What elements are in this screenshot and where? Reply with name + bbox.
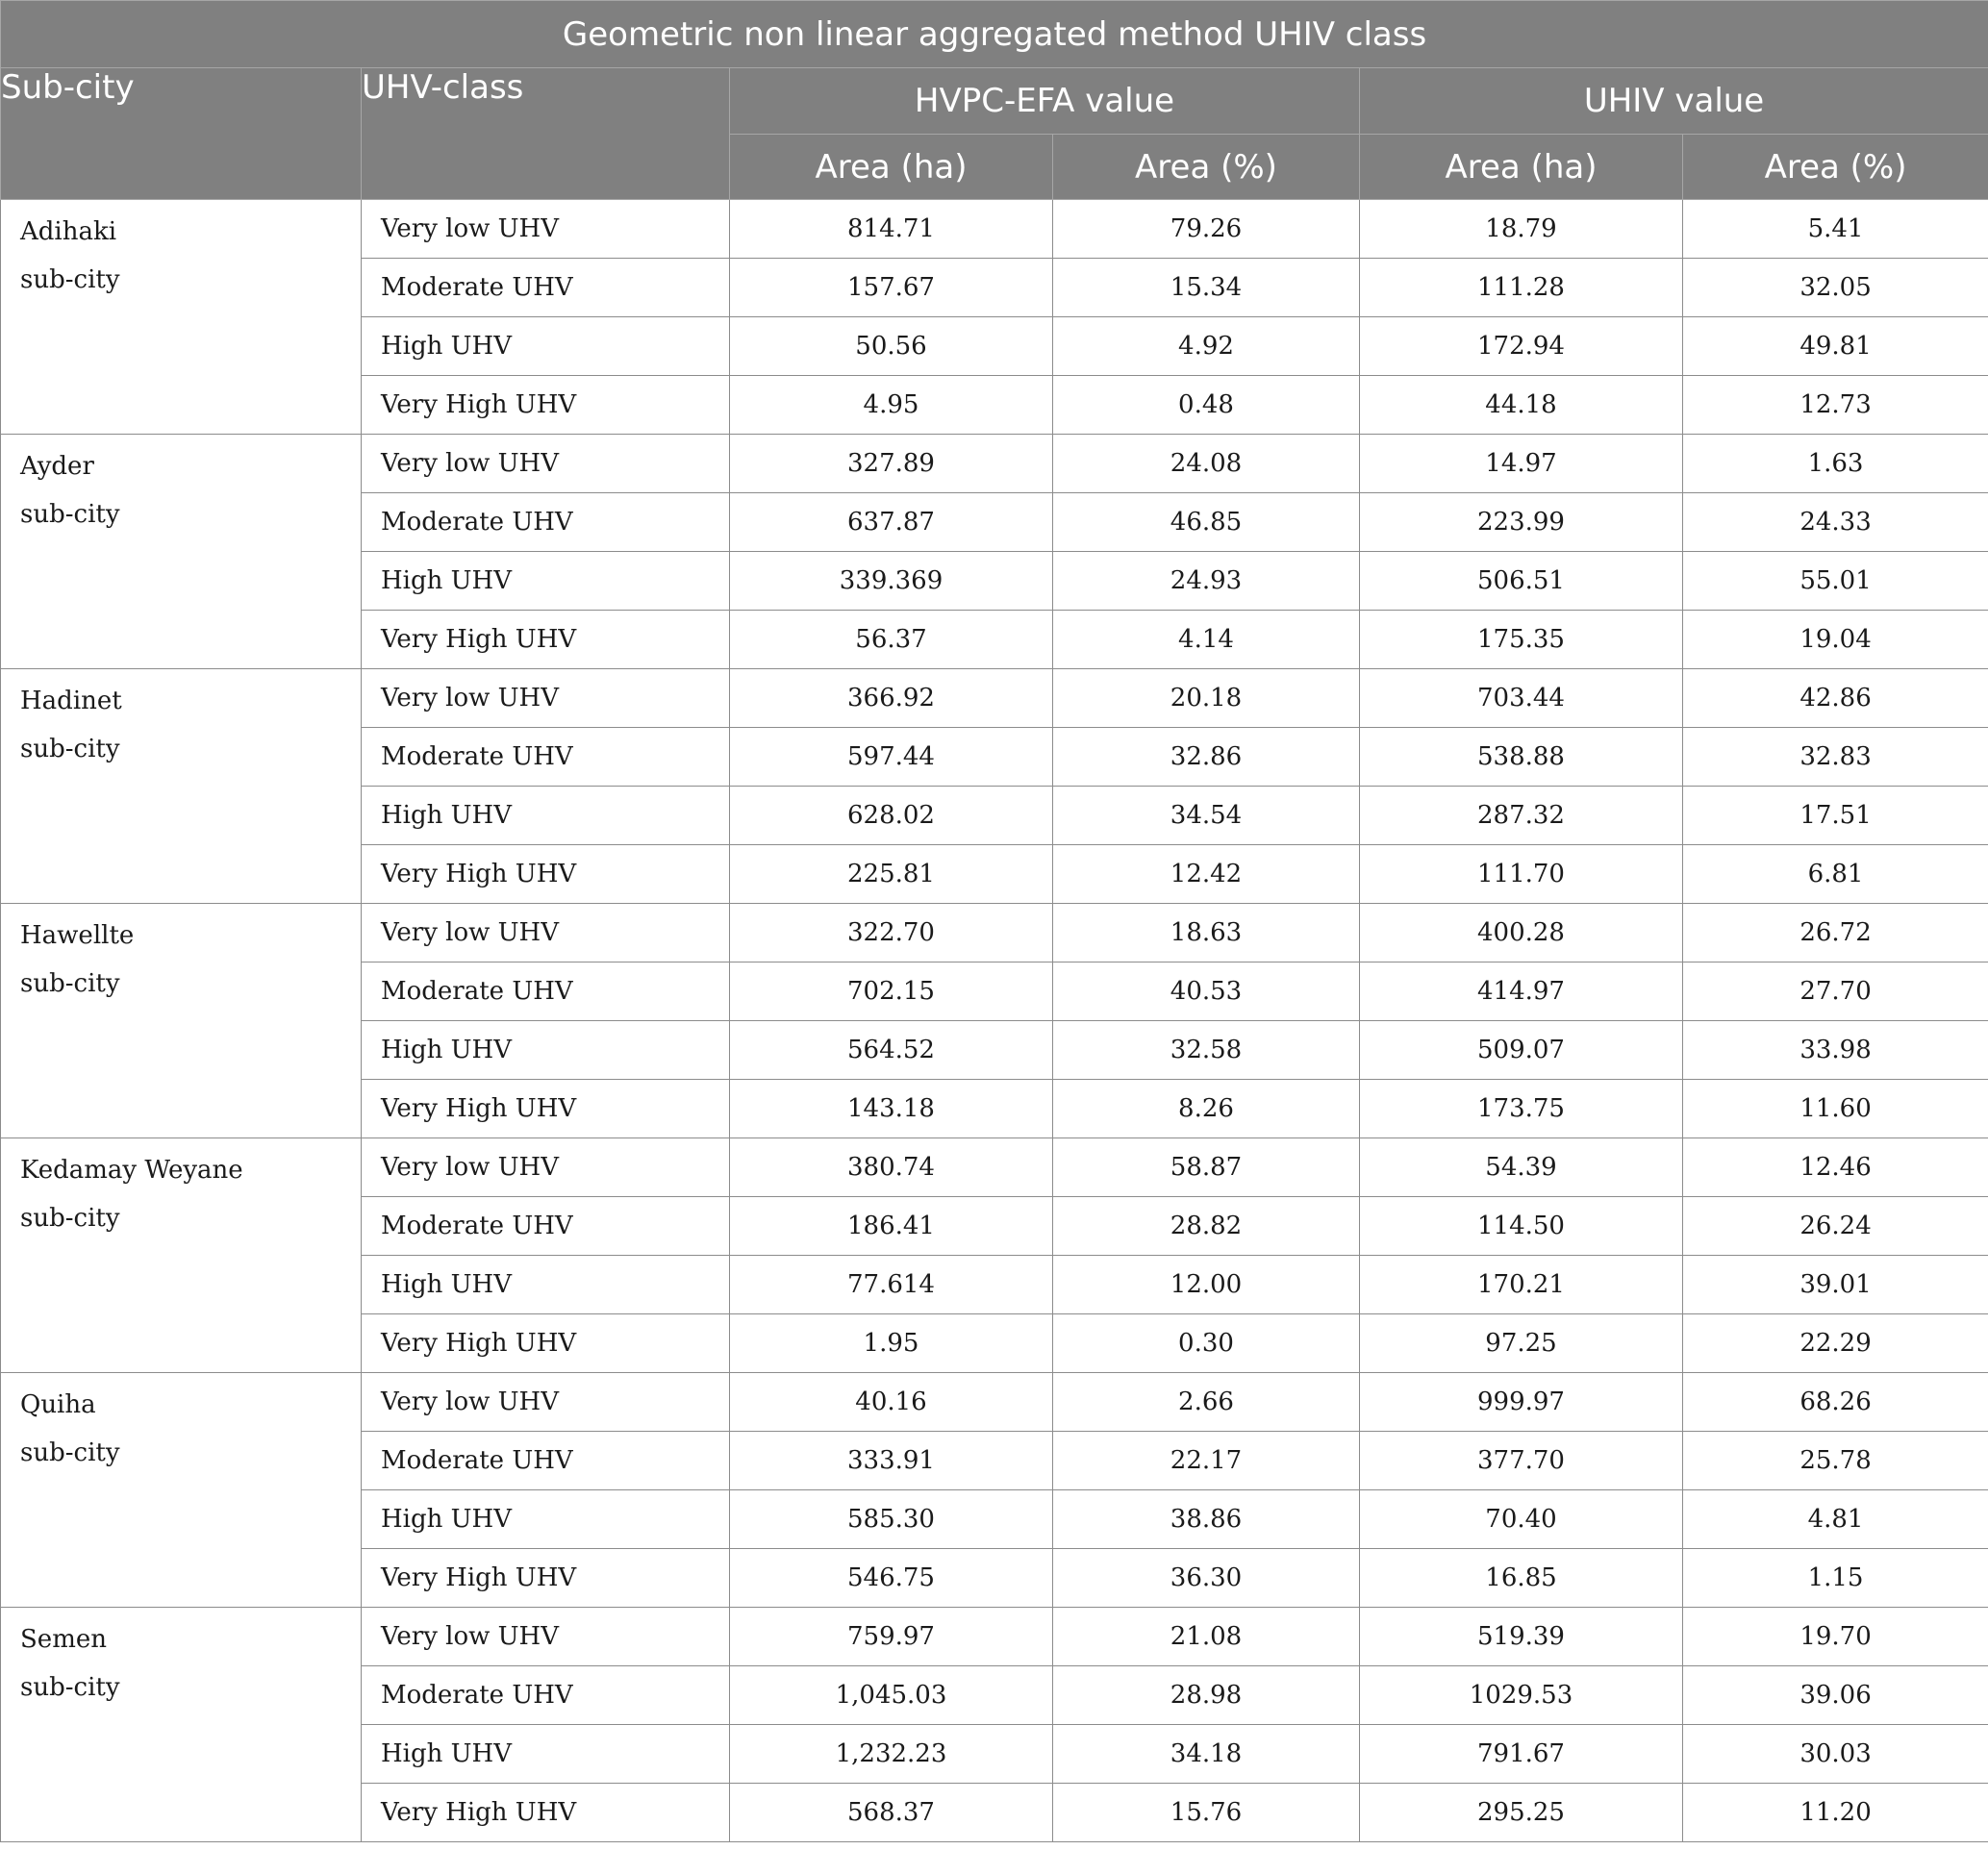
uhiv-area-pct-cell: 42.86 [1683, 669, 1988, 728]
uhiv-area-pct-cell: 39.01 [1683, 1256, 1988, 1314]
hvpc-area-pct-cell: 15.76 [1053, 1784, 1360, 1842]
hvpc-area-pct-cell: 20.18 [1053, 669, 1360, 728]
uhv-class-cell: High UHV [362, 1256, 730, 1314]
hvpc-area-pct-cell: 18.63 [1053, 904, 1360, 962]
uhiv-area-pct-cell: 26.24 [1683, 1197, 1988, 1256]
hvpc-area-pct-cell: 40.53 [1053, 962, 1360, 1021]
hvpc-area-pct-cell: 46.85 [1053, 493, 1360, 552]
uhv-class-cell: Very High UHV [362, 1549, 730, 1608]
uhiv-area-pct-cell: 19.70 [1683, 1608, 1988, 1666]
uhiv-area-ha-cell: 223.99 [1360, 493, 1683, 552]
uhiv-area-ha-cell: 14.97 [1360, 435, 1683, 493]
uhv-class-cell: High UHV [362, 1490, 730, 1549]
hvpc-area-pct-cell: 34.54 [1053, 787, 1360, 845]
uhv-class-cell: Very low UHV [362, 435, 730, 493]
uhiv-area-ha-cell: 111.28 [1360, 259, 1683, 317]
uhv-class-cell: High UHV [362, 1021, 730, 1080]
uhv-class-cell: Very High UHV [362, 611, 730, 669]
header-uhiv-area-pct: Area (%) [1683, 135, 1988, 200]
uhiv-area-ha-cell: 999.97 [1360, 1373, 1683, 1432]
hvpc-area-pct-cell: 24.08 [1053, 435, 1360, 493]
hvpc-area-pct-cell: 0.30 [1053, 1314, 1360, 1373]
uhv-class-cell: Very low UHV [362, 200, 730, 259]
uhiv-area-ha-cell: 70.40 [1360, 1490, 1683, 1549]
uhv-class-cell: Very low UHV [362, 1608, 730, 1666]
uhiv-area-ha-cell: 287.32 [1360, 787, 1683, 845]
uhv-class-cell: Very High UHV [362, 376, 730, 435]
header-uhiv-value: UHIV value [1360, 68, 1988, 135]
hvpc-area-pct-cell: 15.34 [1053, 259, 1360, 317]
uhiv-area-ha-cell: 519.39 [1360, 1608, 1683, 1666]
uhiv-area-pct-cell: 24.33 [1683, 493, 1988, 552]
hvpc-area-ha-cell: 628.02 [730, 787, 1053, 845]
uhv-class-cell: High UHV [362, 317, 730, 376]
uhv-class-cell: High UHV [362, 1725, 730, 1784]
hvpc-area-pct-cell: 2.66 [1053, 1373, 1360, 1432]
uhiv-area-ha-cell: 18.79 [1360, 200, 1683, 259]
table-header [1, 1, 1988, 200]
header-uhiv-area-ha: Area (ha) [1360, 135, 1683, 200]
subcity-name: Ayder [20, 452, 94, 481]
uhv-class-cell: Moderate UHV [362, 1666, 730, 1725]
hvpc-area-ha-cell: 225.81 [730, 845, 1053, 904]
hvpc-area-pct-cell: 28.82 [1053, 1197, 1360, 1256]
subcity-suffix: sub-city [20, 735, 120, 763]
hvpc-area-pct-cell: 4.14 [1053, 611, 1360, 669]
hvpc-area-ha-cell: 186.41 [730, 1197, 1053, 1256]
uhiv-area-pct-cell: 11.60 [1683, 1080, 1988, 1138]
hvpc-area-pct-cell: 38.86 [1053, 1490, 1360, 1549]
subcity-suffix: sub-city [20, 1438, 120, 1467]
uhiv-area-pct-cell: 49.81 [1683, 317, 1988, 376]
hvpc-area-ha-cell: 814.71 [730, 200, 1053, 259]
hvpc-area-ha-cell: 322.70 [730, 904, 1053, 962]
hvpc-area-ha-cell: 4.95 [730, 376, 1053, 435]
hvpc-area-pct-cell: 28.98 [1053, 1666, 1360, 1725]
table-row [1, 200, 1988, 259]
subcity-suffix: sub-city [20, 1673, 120, 1702]
table-row [1, 435, 1988, 493]
subcity-suffix: sub-city [20, 969, 120, 998]
uhv-class-cell: Very High UHV [362, 1784, 730, 1842]
uhiv-area-pct-cell: 22.29 [1683, 1314, 1988, 1373]
hvpc-area-ha-cell: 333.91 [730, 1432, 1053, 1490]
table-row [1, 1138, 1988, 1197]
uhiv-area-pct-cell: 12.46 [1683, 1138, 1988, 1197]
uhiv-area-ha-cell: 114.50 [1360, 1197, 1683, 1256]
uhiv-area-ha-cell: 175.35 [1360, 611, 1683, 669]
uhiv-area-pct-cell: 32.05 [1683, 259, 1988, 317]
uhiv-area-ha-cell: 414.97 [1360, 962, 1683, 1021]
uhiv-area-pct-cell: 1.63 [1683, 435, 1988, 493]
uhv-class-cell: High UHV [362, 787, 730, 845]
uhiv-area-ha-cell: 703.44 [1360, 669, 1683, 728]
hvpc-area-pct-cell: 79.26 [1053, 200, 1360, 259]
hvpc-area-ha-cell: 56.37 [730, 611, 1053, 669]
uhv-class-cell: Moderate UHV [362, 728, 730, 787]
header-subcity: Sub-city [1, 68, 362, 200]
subcity-cell [1, 1138, 362, 1373]
uhv-class-cell: Very High UHV [362, 845, 730, 904]
uhiv-area-pct-cell: 12.73 [1683, 376, 1988, 435]
uhiv-area-pct-cell: 1.15 [1683, 1549, 1988, 1608]
hvpc-area-ha-cell: 759.97 [730, 1608, 1053, 1666]
uhv-class-cell: Moderate UHV [362, 493, 730, 552]
subcity-name: Semen [20, 1625, 107, 1654]
table-row [1, 1608, 1988, 1666]
hvpc-area-ha-cell: 1.95 [730, 1314, 1053, 1373]
uhv-class-cell: Moderate UHV [362, 1432, 730, 1490]
uhv-class-cell: Very High UHV [362, 1080, 730, 1138]
hvpc-area-ha-cell: 1,045.03 [730, 1666, 1053, 1725]
uhiv-area-pct-cell: 33.98 [1683, 1021, 1988, 1080]
uhiv-area-pct-cell: 39.06 [1683, 1666, 1988, 1725]
uhiv-area-ha-cell: 377.70 [1360, 1432, 1683, 1490]
uhv-class-cell: Very low UHV [362, 1138, 730, 1197]
header-hvpc-area-pct: Area (%) [1053, 135, 1360, 200]
hvpc-area-pct-cell: 34.18 [1053, 1725, 1360, 1784]
hvpc-area-ha-cell: 339.369 [730, 552, 1053, 611]
hvpc-area-pct-cell: 36.30 [1053, 1549, 1360, 1608]
uhiv-area-pct-cell: 11.20 [1683, 1784, 1988, 1842]
hvpc-area-ha-cell: 585.30 [730, 1490, 1053, 1549]
uhv-class-cell: Moderate UHV [362, 962, 730, 1021]
subcity-name: Kedamay Weyane [20, 1156, 243, 1185]
hvpc-area-ha-cell: 380.74 [730, 1138, 1053, 1197]
uhiv-area-pct-cell: 55.01 [1683, 552, 1988, 611]
subcity-cell [1, 200, 362, 435]
hvpc-area-ha-cell: 157.67 [730, 259, 1053, 317]
uhiv-area-ha-cell: 97.25 [1360, 1314, 1683, 1373]
hvpc-area-ha-cell: 637.87 [730, 493, 1053, 552]
hvpc-area-pct-cell: 32.58 [1053, 1021, 1360, 1080]
uhiv-area-ha-cell: 170.21 [1360, 1256, 1683, 1314]
subcity-suffix: sub-city [20, 1204, 120, 1233]
uhiv-area-ha-cell: 16.85 [1360, 1549, 1683, 1608]
uhiv-area-pct-cell: 30.03 [1683, 1725, 1988, 1784]
hvpc-area-pct-cell: 8.26 [1053, 1080, 1360, 1138]
subcity-name: Hawellte [20, 921, 135, 950]
uhv-class-cell: Moderate UHV [362, 259, 730, 317]
uhv-class-cell: Very low UHV [362, 904, 730, 962]
hvpc-area-ha-cell: 702.15 [730, 962, 1053, 1021]
uhiv-area-ha-cell: 295.25 [1360, 1784, 1683, 1842]
subcity-cell [1, 904, 362, 1138]
hvpc-area-ha-cell: 1,232.23 [730, 1725, 1053, 1784]
table-row [1, 904, 1988, 962]
table-title: Geometric non linear aggregated method UHIV class [1, 1, 1988, 68]
hvpc-area-pct-cell: 22.17 [1053, 1432, 1360, 1490]
uhv-class-cell: Very low UHV [362, 669, 730, 728]
hvpc-area-ha-cell: 546.75 [730, 1549, 1053, 1608]
hvpc-area-pct-cell: 58.87 [1053, 1138, 1360, 1197]
uhiv-area-pct-cell: 6.81 [1683, 845, 1988, 904]
title-row [1, 1, 1988, 68]
uhiv-area-pct-cell: 26.72 [1683, 904, 1988, 962]
uhiv-area-ha-cell: 44.18 [1360, 376, 1683, 435]
subcity-suffix: sub-city [20, 500, 120, 529]
uhiv-area-ha-cell: 400.28 [1360, 904, 1683, 962]
uhiv-area-pct-cell: 32.83 [1683, 728, 1988, 787]
uhiv-area-ha-cell: 538.88 [1360, 728, 1683, 787]
header-uhv-class: UHV-class [362, 68, 730, 200]
subcity-name: Hadinet [20, 687, 122, 715]
hvpc-area-ha-cell: 564.52 [730, 1021, 1053, 1080]
uhiv-area-pct-cell: 27.70 [1683, 962, 1988, 1021]
subcity-name: Quiha [20, 1390, 96, 1419]
subcity-name: Adihaki [20, 217, 117, 246]
hvpc-area-pct-cell: 32.86 [1053, 728, 1360, 787]
uhiv-area-ha-cell: 1029.53 [1360, 1666, 1683, 1725]
hvpc-area-pct-cell: 12.42 [1053, 845, 1360, 904]
uhv-class-cell: High UHV [362, 552, 730, 611]
subcity-cell [1, 1608, 362, 1842]
table-row [1, 1373, 1988, 1432]
hvpc-area-ha-cell: 40.16 [730, 1373, 1053, 1432]
uhiv-area-ha-cell: 791.67 [1360, 1725, 1683, 1784]
uhv-class-cell: Very low UHV [362, 1373, 730, 1432]
hvpc-area-pct-cell: 12.00 [1053, 1256, 1360, 1314]
uhv-class-cell: Moderate UHV [362, 1197, 730, 1256]
table-row [1, 669, 1988, 728]
uhiv-area-pct-cell: 17.51 [1683, 787, 1988, 845]
subcity-cell [1, 435, 362, 669]
hvpc-area-ha-cell: 597.44 [730, 728, 1053, 787]
subcity-cell [1, 1373, 362, 1608]
hvpc-area-ha-cell: 77.614 [730, 1256, 1053, 1314]
uhiv-area-pct-cell: 68.26 [1683, 1373, 1988, 1432]
hvpc-area-ha-cell: 568.37 [730, 1784, 1053, 1842]
subcity-cell [1, 669, 362, 904]
header-hvpc-area-ha: Area (ha) [730, 135, 1053, 200]
hvpc-area-pct-cell: 4.92 [1053, 317, 1360, 376]
hvpc-area-pct-cell: 24.93 [1053, 552, 1360, 611]
table-body [1, 200, 1988, 1842]
uhiv-area-ha-cell: 509.07 [1360, 1021, 1683, 1080]
uhiv-area-ha-cell: 54.39 [1360, 1138, 1683, 1197]
hvpc-area-ha-cell: 143.18 [730, 1080, 1053, 1138]
header-row-1 [1, 68, 1988, 135]
uhiv-area-ha-cell: 506.51 [1360, 552, 1683, 611]
hvpc-area-ha-cell: 50.56 [730, 317, 1053, 376]
uhv-class-cell: Very High UHV [362, 1314, 730, 1373]
hvpc-area-pct-cell: 0.48 [1053, 376, 1360, 435]
hvpc-area-ha-cell: 366.92 [730, 669, 1053, 728]
uhiv-area-pct-cell: 5.41 [1683, 200, 1988, 259]
uhiv-area-ha-cell: 172.94 [1360, 317, 1683, 376]
uhiv-area-ha-cell: 173.75 [1360, 1080, 1683, 1138]
uhiv-area-pct-cell: 19.04 [1683, 611, 1988, 669]
hvpc-area-pct-cell: 21.08 [1053, 1608, 1360, 1666]
uhiv-area-pct-cell: 4.81 [1683, 1490, 1988, 1549]
hvpc-area-ha-cell: 327.89 [730, 435, 1053, 493]
uhiv-area-ha-cell: 111.70 [1360, 845, 1683, 904]
subcity-suffix: sub-city [20, 265, 120, 294]
header-hvpc-efa-value: HVPC-EFA value [730, 68, 1360, 135]
uhiv-area-pct-cell: 25.78 [1683, 1432, 1988, 1490]
